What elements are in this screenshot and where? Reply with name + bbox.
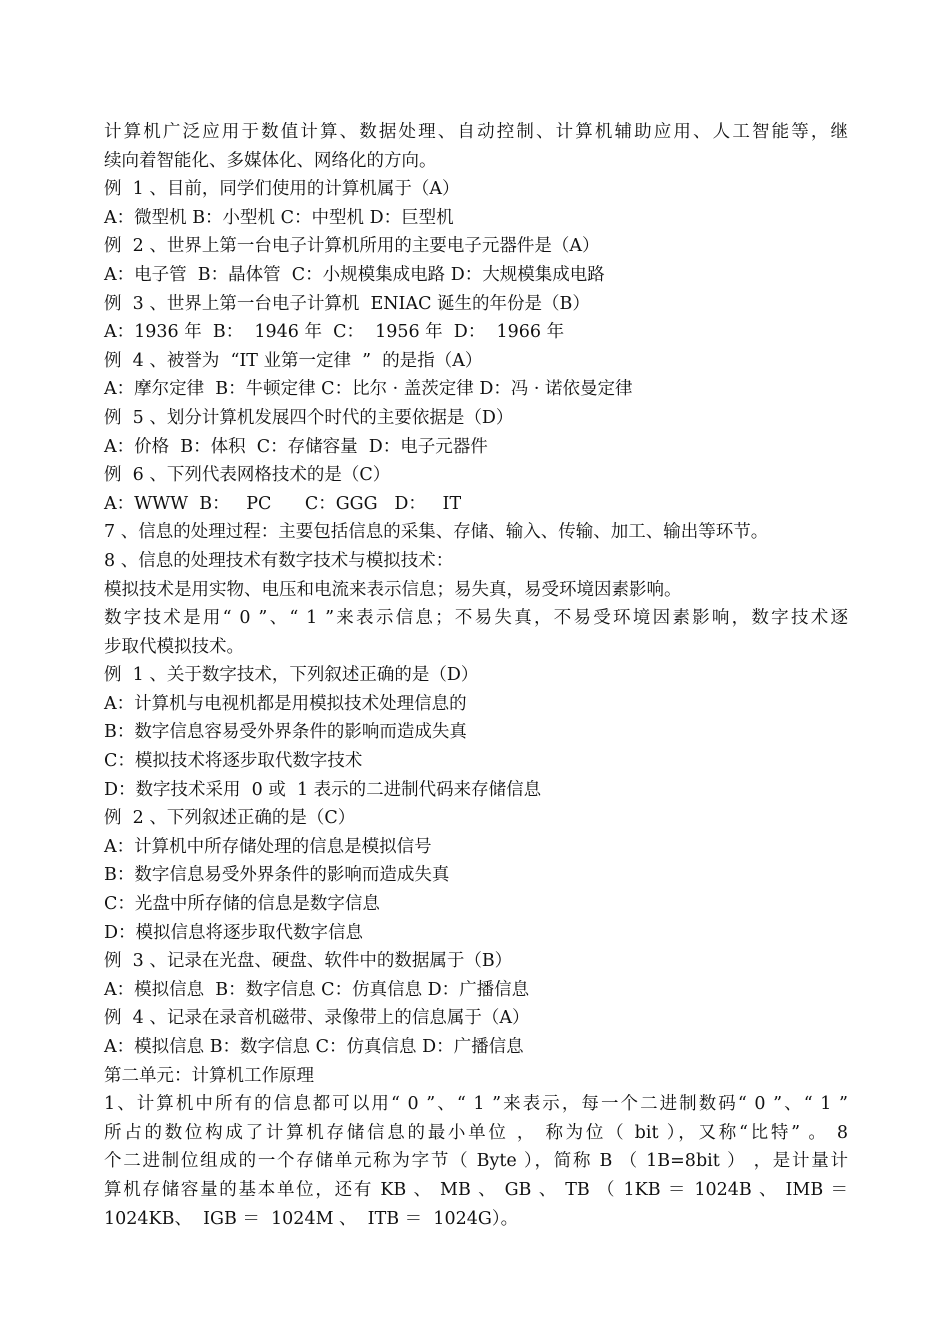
paragraph-line: 模拟技术是用实物、电压和电流来表示信息；易失真，易受环境因素影响。: [104, 579, 682, 600]
example-question: 例 2 、下列叙述正确的是（C）: [104, 808, 356, 829]
example-options: A：电子管 B：晶体管 C：小规模集成电路 D：大规模集成电路: [104, 264, 605, 285]
example-question: 例 1 、目前，同学们使用的计算机属于（A）: [104, 179, 460, 200]
example-question: 例 2 、世界上第一台电子计算机所用的主要电子元器件是（A）: [104, 236, 600, 257]
paragraph-line: 步取代模拟技术。: [104, 636, 244, 657]
example-options: A：模拟信息 B：数字信息 C：仿真信息 D：广播信息: [104, 979, 530, 1000]
example-option: D：数字技术采用 0 或 1 表示的二进制代码来存储信息: [104, 779, 542, 800]
paragraph-line: 7 、信息的处理过程：主要包括信息的采集、存储、输入、传输、加工、输出等环节。: [104, 522, 769, 543]
example-options: A：微型机 B：小型机 C：中型机 D：巨型机: [104, 207, 454, 228]
paragraph-line: 8 、信息的处理技术有数字技术与模拟技术：: [104, 550, 454, 571]
example-option: C：模拟技术将逐步取代数字技术: [104, 751, 363, 772]
paragraph-line: 算机存储容量的基本单位，还有 KB 、 MB 、 GB 、 TB （ 1KB ＝ 1024B 、 IMB ＝: [104, 1179, 848, 1200]
example-question: 例 3 、记录在光盘、硬盘、软件中的数据属于（B）: [104, 951, 513, 972]
example-question: 例 4 、被誉为 “IT 业第一定律 ” 的是指（A）: [104, 350, 483, 371]
example-question: 例 4 、记录在录音机磁带、录像带上的信息属于（A）: [104, 1008, 530, 1029]
example-option: D：模拟信息将逐步取代数字信息: [104, 922, 364, 943]
section-heading: 第二单元：计算机工作原理: [104, 1065, 314, 1086]
example-question: 例 5 、划分计算机发展四个时代的主要依据是（D）: [104, 407, 514, 428]
paragraph-line: 计算机广泛应用于数值计算、数据处理、自动控制、计算机辅助应用、人工智能等，继: [104, 122, 848, 142]
example-options: A：模拟信息 B：数字信息 C：仿真信息 D：广播信息: [104, 1037, 524, 1057]
example-option: C：光盘中所存储的信息是数字信息: [104, 894, 380, 915]
example-options: A：WWW B： PC C：GGG D： IT: [104, 493, 462, 514]
example-option: B：数字信息容易受外界条件的影响而造成失真: [104, 722, 467, 743]
example-options: A：1936 年 B： 1946 年 C： 1956 年 D： 1966 年: [104, 322, 565, 343]
example-option: A：计算机中所存储处理的信息是模拟信号: [104, 836, 432, 857]
example-options: A：价格 B：体积 C：存储容量 D：电子元器件: [104, 436, 488, 457]
paragraph-line: 1024KB、 IGB ＝ 1024M 、 ITB ＝ 1024G）。: [104, 1208, 519, 1229]
document-page: [104, 118, 848, 1233]
example-question: 例 6 、下列代表网格技术的是（C）: [104, 465, 391, 486]
paragraph-line: 所占的数位构成了计算机存储信息的最小单位 ， 称为位（ bit ），又称“比特” 。 8: [104, 1122, 848, 1143]
paragraph-line: 数字技术是用“ 0 ”、“ 1 ”来表示信息；不易失真，不易受环境因素影响，数字技术逐: [104, 608, 848, 629]
paragraph-line: 个二进制位组成的一个存储单元称为字节（ Byte ），简称 B （ 1B=8bit ） ，是计量计: [104, 1151, 848, 1172]
example-option: B：数字信息易受外界条件的影响而造成失真: [104, 865, 450, 886]
example-question: 例 1 、关于数字技术，下列叙述正确的是（D）: [104, 665, 479, 686]
example-option: A：计算机与电视机都是用模拟技术处理信息的: [104, 693, 467, 714]
example-question: 例 3 、世界上第一台电子计算机 ENIAC 诞生的年份是（B）: [104, 293, 590, 314]
paragraph-line: 续向着智能化、多媒体化、网络化的方向。: [104, 150, 437, 171]
paragraph-line: 1、计算机中所有的信息都可以用“ 0 ”、“ 1 ”来表示，每一个二进制数码“ 0 ”、“ 1 ”: [104, 1094, 848, 1115]
example-options: A：摩尔定律 B：牛顿定律 C：比尔 · 盖茨定律 D：冯 · 诺依曼定律: [104, 379, 633, 400]
